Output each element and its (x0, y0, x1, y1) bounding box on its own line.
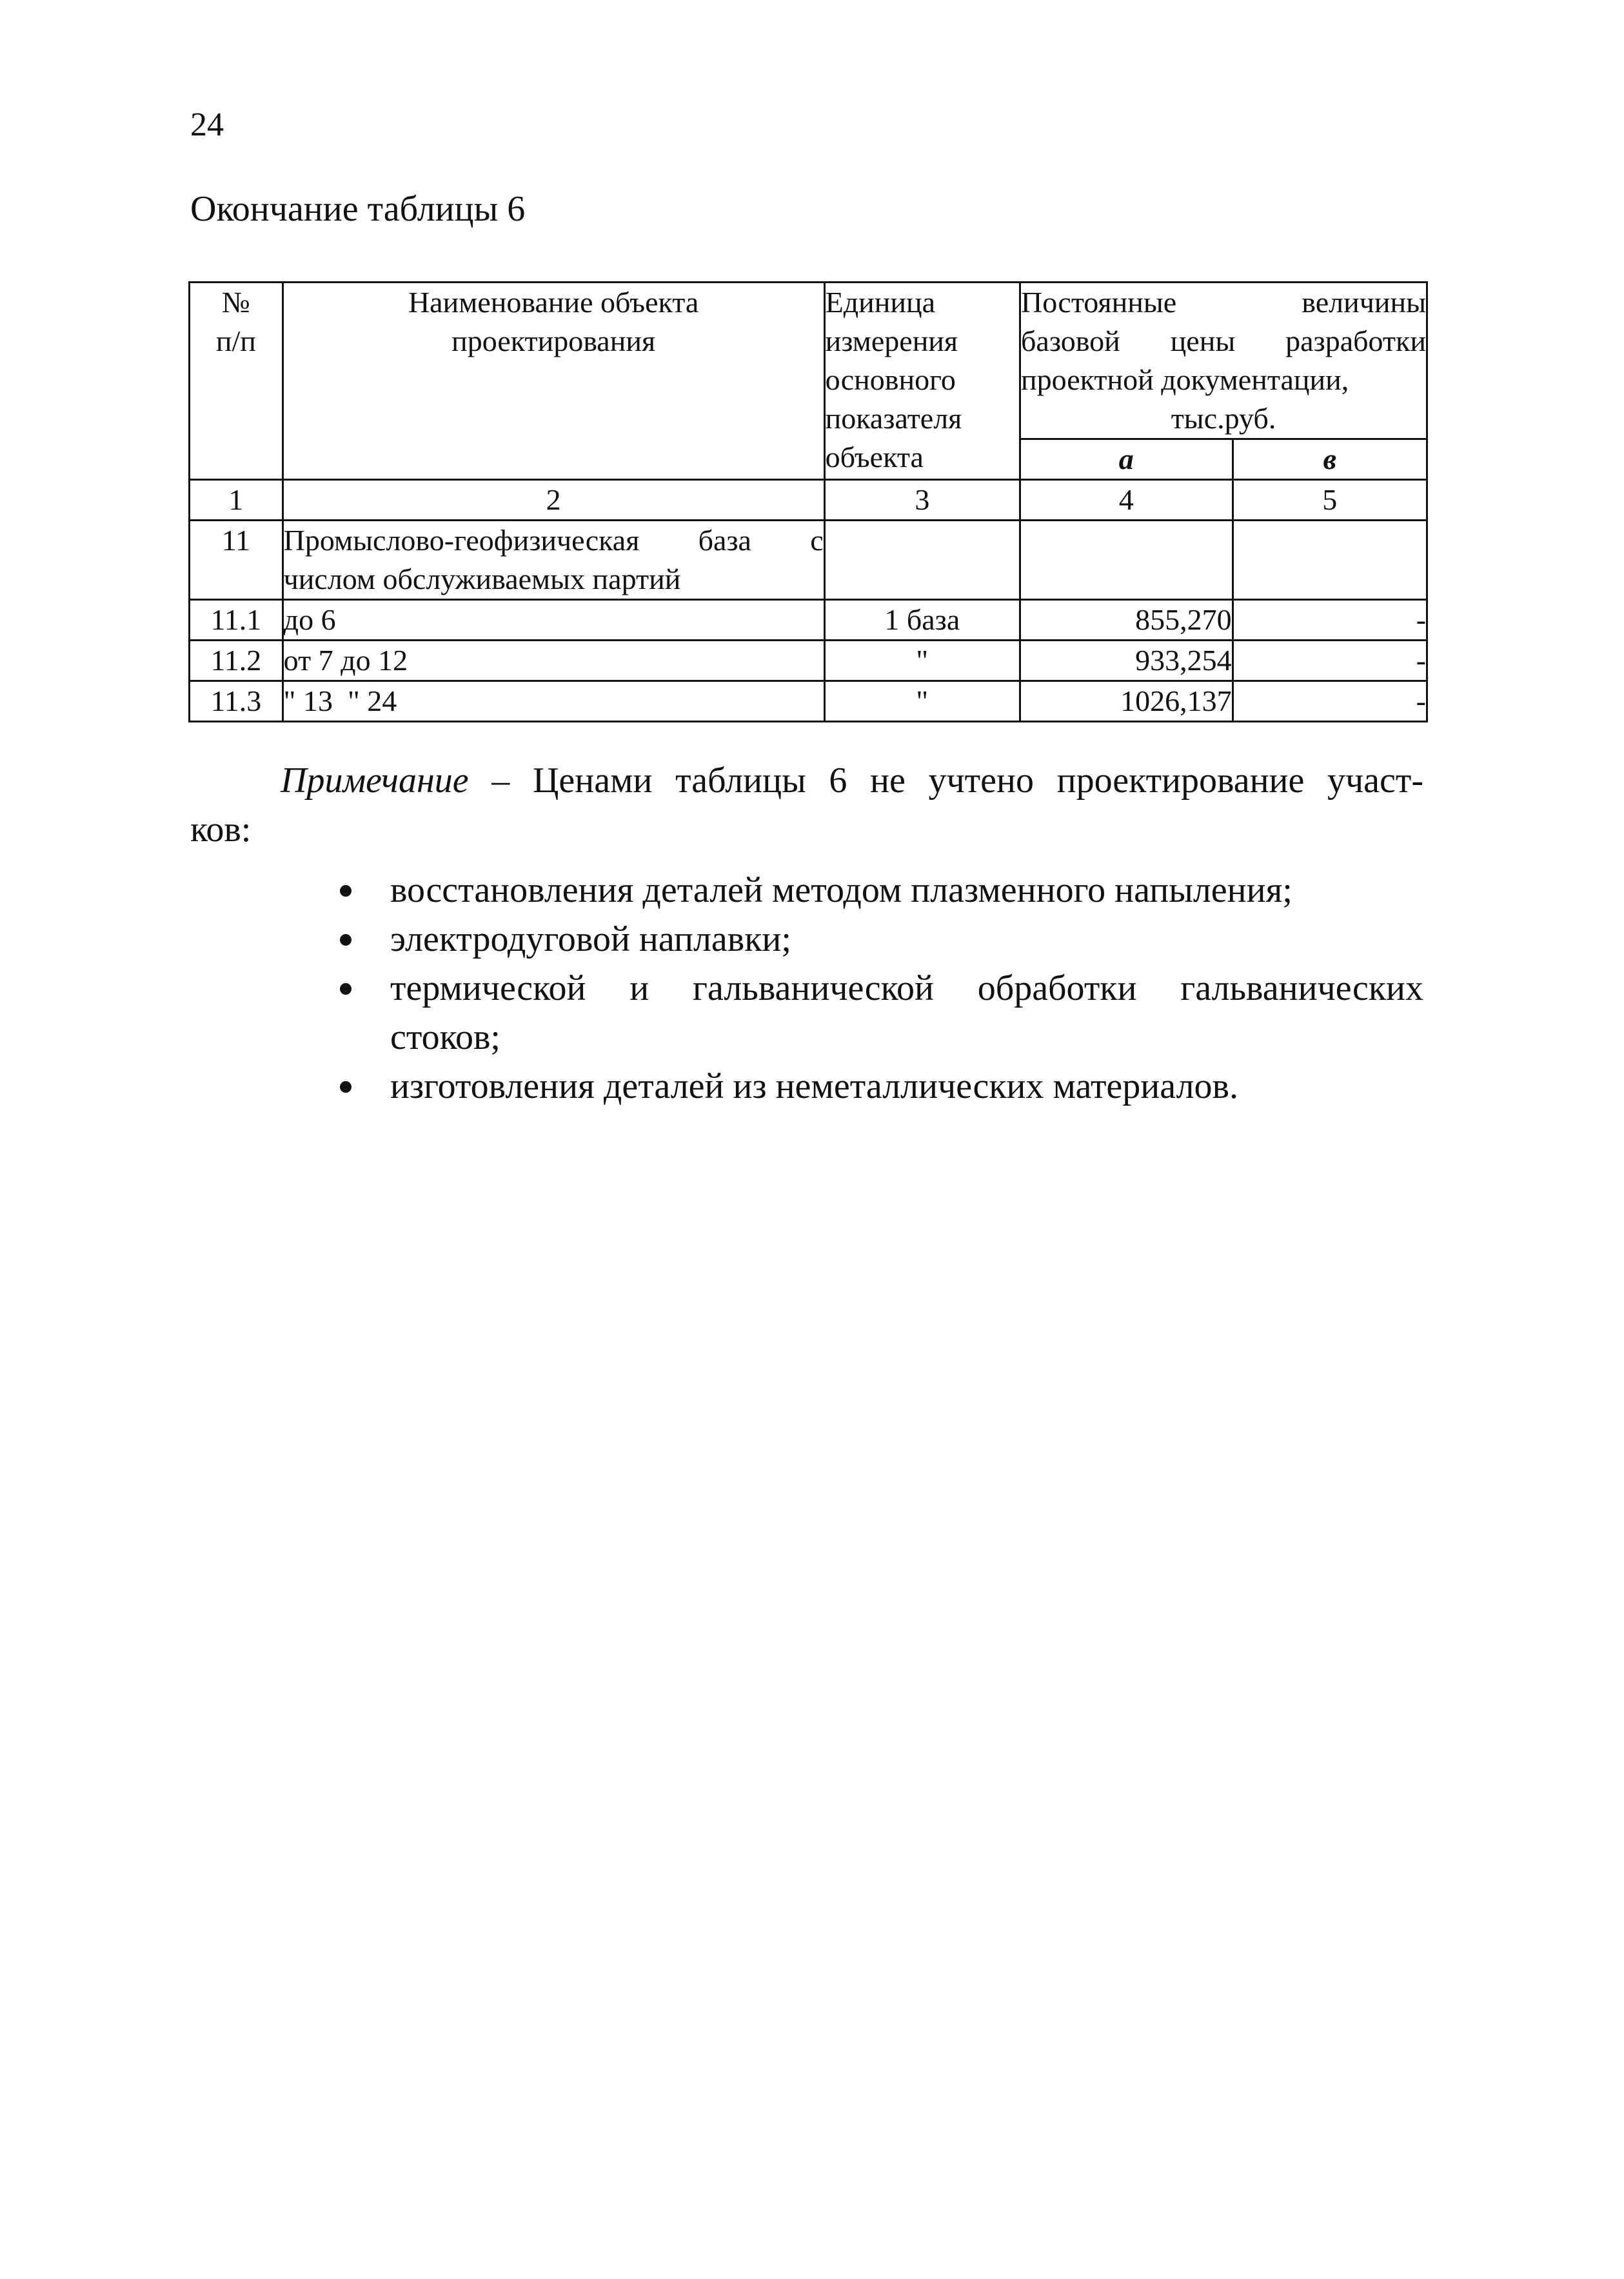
group-b (1233, 521, 1427, 600)
note-item-text: восстановления деталей методом плазменного напыления; (390, 870, 1292, 910)
header-num-line: п/п (215, 324, 256, 357)
note-first-line (190, 756, 1423, 805)
row-name: от 7 до 12 (282, 641, 824, 681)
column-index: 5 (1233, 480, 1427, 521)
header-const-unit: тыс.руб. (1171, 402, 1276, 435)
note-list-item (190, 964, 1423, 1062)
header-sub-b: в (1233, 439, 1427, 480)
header-const-line: базовой цены разработки (1021, 324, 1426, 357)
header-num-line: № (221, 286, 250, 319)
column-index: 1 (190, 480, 283, 521)
header-name-line: проектирования (451, 324, 656, 357)
header-unit-line: измерения (825, 324, 958, 357)
header-num (190, 283, 283, 480)
row-name: " 13 " 24 (282, 681, 824, 722)
row-value-b: - (1233, 681, 1427, 722)
table-row (190, 641, 1427, 681)
column-index-row (190, 480, 1427, 521)
table-caption: Окончание таблицы 6 (190, 189, 526, 229)
bullet-icon (340, 934, 352, 946)
column-index: 3 (824, 480, 1020, 521)
row-name: до 6 (282, 600, 824, 641)
row-unit: 1 база (824, 600, 1020, 641)
table-row (190, 600, 1427, 641)
group-row (190, 521, 1427, 600)
header-const-line: проектной документации, (1021, 363, 1349, 396)
row-value-b: - (1233, 641, 1427, 681)
note-item-text: изготовления деталей из неметаллических материалов. (390, 1066, 1238, 1106)
header-name-line: Наименование объекта (408, 286, 699, 319)
note-label: Примечание (281, 761, 469, 801)
row-unit: " (824, 641, 1020, 681)
page-number: 24 (190, 106, 224, 143)
group-unit (824, 521, 1020, 600)
row-num: 11.2 (190, 641, 283, 681)
note-list-item (190, 915, 1423, 964)
group-name-line: Промыслово-геофизическая база с (283, 524, 824, 557)
row-unit: " (824, 681, 1020, 722)
header-unit-line: основного (825, 363, 956, 396)
header-unit (824, 283, 1020, 480)
header-constant-values (1020, 283, 1427, 439)
note-item-text: термической и гальванической обработки гальванических (390, 968, 1423, 1008)
row-num: 11.3 (190, 681, 283, 722)
header-row (190, 283, 1427, 439)
column-index: 2 (282, 480, 824, 521)
group-num: 11 (190, 521, 283, 600)
bullet-icon (340, 983, 352, 995)
group-name-line: числом обслуживаемых партий (283, 562, 681, 595)
group-a (1020, 521, 1233, 600)
header-sub-a: а (1020, 439, 1233, 480)
note-dash: – (468, 761, 533, 801)
table-row (190, 681, 1427, 722)
note-text: Ценами таблицы 6 не учтено проектирование участ- (532, 761, 1424, 801)
note-item-text-continued: стоков; (390, 1017, 500, 1057)
row-value-a: 855,270 (1020, 600, 1233, 641)
row-value-b: - (1233, 600, 1427, 641)
header-unit-line: объекта (825, 441, 924, 473)
bullet-icon (340, 1081, 352, 1093)
note-list (190, 866, 1423, 1111)
note-list-item (190, 1062, 1423, 1111)
row-num: 11.1 (190, 600, 283, 641)
header-name (282, 283, 824, 480)
bullet-icon (340, 885, 352, 897)
note (190, 756, 1423, 1111)
header-unit-line: Единица (825, 286, 935, 319)
row-value-a: 1026,137 (1020, 681, 1233, 722)
note-second-line: ков: (190, 810, 252, 850)
price-table (188, 281, 1428, 722)
header-const-line: Постоянные величины (1021, 286, 1426, 319)
row-value-a: 933,254 (1020, 641, 1233, 681)
header-unit-line: показателя (825, 402, 962, 435)
note-item-text: электродуговой наплавки; (390, 919, 791, 959)
column-index: 4 (1020, 480, 1233, 521)
note-list-item (190, 866, 1423, 915)
group-name (282, 521, 824, 600)
